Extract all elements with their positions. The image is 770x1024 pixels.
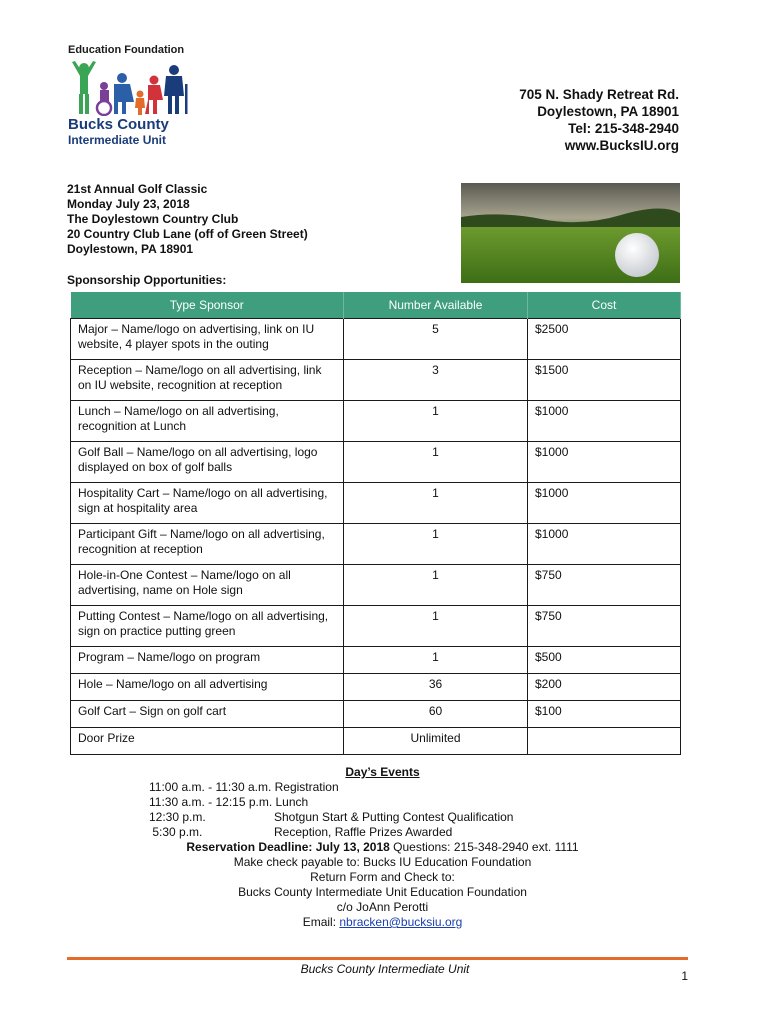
table-header-row xyxy=(71,292,681,319)
header-type-sponsor: Type Sponsor xyxy=(71,292,344,319)
address-phone: Tel: 215-348-2940 xyxy=(568,121,679,136)
return-org: Bucks County Intermediate Unit Education Foundation xyxy=(238,885,527,899)
address-city: Doylestown, PA 18901 xyxy=(537,104,679,119)
cost-cell: $1000 xyxy=(528,401,681,442)
cost-cell: $750 xyxy=(528,606,681,647)
event-title: 21st Annual Golf Classic xyxy=(67,182,208,196)
sponsorship-heading: Sponsorship Opportunities: xyxy=(67,273,227,287)
table-row xyxy=(71,606,681,647)
sponsorship-table xyxy=(70,292,681,755)
email-label: Email: xyxy=(302,915,340,929)
number-available-cell: 1 xyxy=(344,565,528,606)
table-row xyxy=(71,524,681,565)
sponsor-type-cell: Putting Contest – Name/logo on all advertising, sign on practice putting green xyxy=(71,606,344,647)
number-available-cell: 1 xyxy=(344,483,528,524)
sponsor-type-cell: Major – Name/logo on advertising, link on IU website, 4 player spots in the outing xyxy=(71,319,344,360)
table-row xyxy=(71,483,681,524)
cost-cell: $500 xyxy=(528,647,681,674)
days-events-section xyxy=(140,765,625,930)
golf-ball-photo xyxy=(461,183,680,283)
sponsor-type-cell: Golf Ball – Name/logo on all advertising, logo displayed on box of golf balls xyxy=(71,442,344,483)
number-available-cell: 5 xyxy=(344,319,528,360)
table-row xyxy=(71,728,681,755)
event-city: Doylestown, PA 18901 xyxy=(67,242,194,256)
table-row xyxy=(71,442,681,483)
table-row xyxy=(71,319,681,360)
logo xyxy=(66,44,206,147)
event-item-time: 11:30 a.m. - 12:15 p.m. Lunch xyxy=(149,795,309,809)
table-row xyxy=(71,674,681,701)
number-available-cell: 1 xyxy=(344,524,528,565)
event-item-desc: Reception, Raffle Prizes Awarded xyxy=(274,825,453,839)
event-venue: The Doylestown Country Club xyxy=(67,212,239,226)
reservation-deadline: Reservation Deadline: July 13, 2018 xyxy=(186,840,390,854)
event-item xyxy=(140,810,625,825)
event-item-time: 11:00 a.m. - 11:30 a.m. Registration xyxy=(149,780,339,794)
email-link[interactable]: nbracken@bucksiu.org xyxy=(339,915,463,929)
cost-cell: $1500 xyxy=(528,360,681,401)
cost-cell: $1000 xyxy=(528,442,681,483)
page-number: 1 xyxy=(681,969,688,983)
cost-cell: $200 xyxy=(528,674,681,701)
event-item-time: 5:30 p.m. xyxy=(149,825,203,839)
sponsor-type-cell: Hole – Name/logo on all advertising xyxy=(71,674,344,701)
number-available-cell: 1 xyxy=(344,647,528,674)
number-available-cell: 1 xyxy=(344,606,528,647)
footer-org-text: Bucks County Intermediate Unit xyxy=(300,962,470,976)
days-events-title: Day’s Events xyxy=(345,765,420,779)
cost-cell: $1000 xyxy=(528,483,681,524)
sponsor-type-cell: Lunch – Name/logo on all advertising, recognition at Lunch xyxy=(71,401,344,442)
table-row xyxy=(71,647,681,674)
sponsor-type-cell: Hospitality Cart – Name/logo on all advertising, sign at hospitality area xyxy=(71,483,344,524)
event-date: Monday July 23, 2018 xyxy=(67,197,190,211)
cost-cell: $1000 xyxy=(528,524,681,565)
sponsor-type-cell: Participant Gift – Name/logo on all advertising, recognition at reception xyxy=(71,524,344,565)
sponsor-type-cell: Golf Cart – Sign on golf cart xyxy=(71,701,344,728)
event-item xyxy=(140,795,625,810)
reservation-line xyxy=(140,840,625,855)
event-item xyxy=(140,825,625,840)
number-available-cell: 1 xyxy=(344,442,528,483)
email-line xyxy=(140,915,625,930)
event-info xyxy=(67,182,308,257)
number-available-cell: 1 xyxy=(344,401,528,442)
cost-cell: $100 xyxy=(528,701,681,728)
logo-org-text: Education Foundation xyxy=(68,44,185,56)
table-row xyxy=(71,701,681,728)
event-item-time: 12:30 p.m. xyxy=(149,810,206,824)
sponsor-type-cell: Hole-in-One Contest – Name/logo on all advertising, name on Hole sign xyxy=(71,565,344,606)
logo-sub-text: Intermediate Unit xyxy=(68,133,167,147)
header-number-available: Number Available xyxy=(344,292,528,319)
people-figures-icon xyxy=(66,60,206,116)
cost-cell xyxy=(528,728,681,755)
event-item xyxy=(140,780,625,795)
cost-cell: $750 xyxy=(528,565,681,606)
number-available-cell: 60 xyxy=(344,701,528,728)
address-street: 705 N. Shady Retreat Rd. xyxy=(519,87,679,102)
number-available-cell: 3 xyxy=(344,360,528,401)
event-item-desc: Shotgun Start & Putting Contest Qualification xyxy=(274,810,514,824)
event-street: 20 Country Club Lane (off of Green Street) xyxy=(67,227,308,241)
header-cost: Cost xyxy=(528,292,681,319)
number-available-cell: Unlimited xyxy=(344,728,528,755)
return-contact: c/o JoAnn Perotti xyxy=(336,900,429,914)
sponsor-type-cell: Reception – Name/logo on all advertising, link on IU website, recognition at reception xyxy=(71,360,344,401)
table-row xyxy=(71,360,681,401)
address-website: www.BucksIU.org xyxy=(564,138,679,153)
address-block xyxy=(519,86,679,154)
sponsor-type-cell: Program – Name/logo on program xyxy=(71,647,344,674)
questions-phone: Questions: 215-348-2940 ext. 1111 xyxy=(389,840,579,854)
logo-name-text: Bucks County xyxy=(68,116,169,133)
table-row xyxy=(71,401,681,442)
cost-cell: $2500 xyxy=(528,319,681,360)
table-row xyxy=(71,565,681,606)
return-form: Return Form and Check to: xyxy=(310,870,455,884)
number-available-cell: 36 xyxy=(344,674,528,701)
check-payable: Make check payable to: Bucks IU Education Foundation xyxy=(233,855,532,869)
footer-rule xyxy=(67,957,688,960)
sponsor-type-cell: Door Prize xyxy=(71,728,344,755)
